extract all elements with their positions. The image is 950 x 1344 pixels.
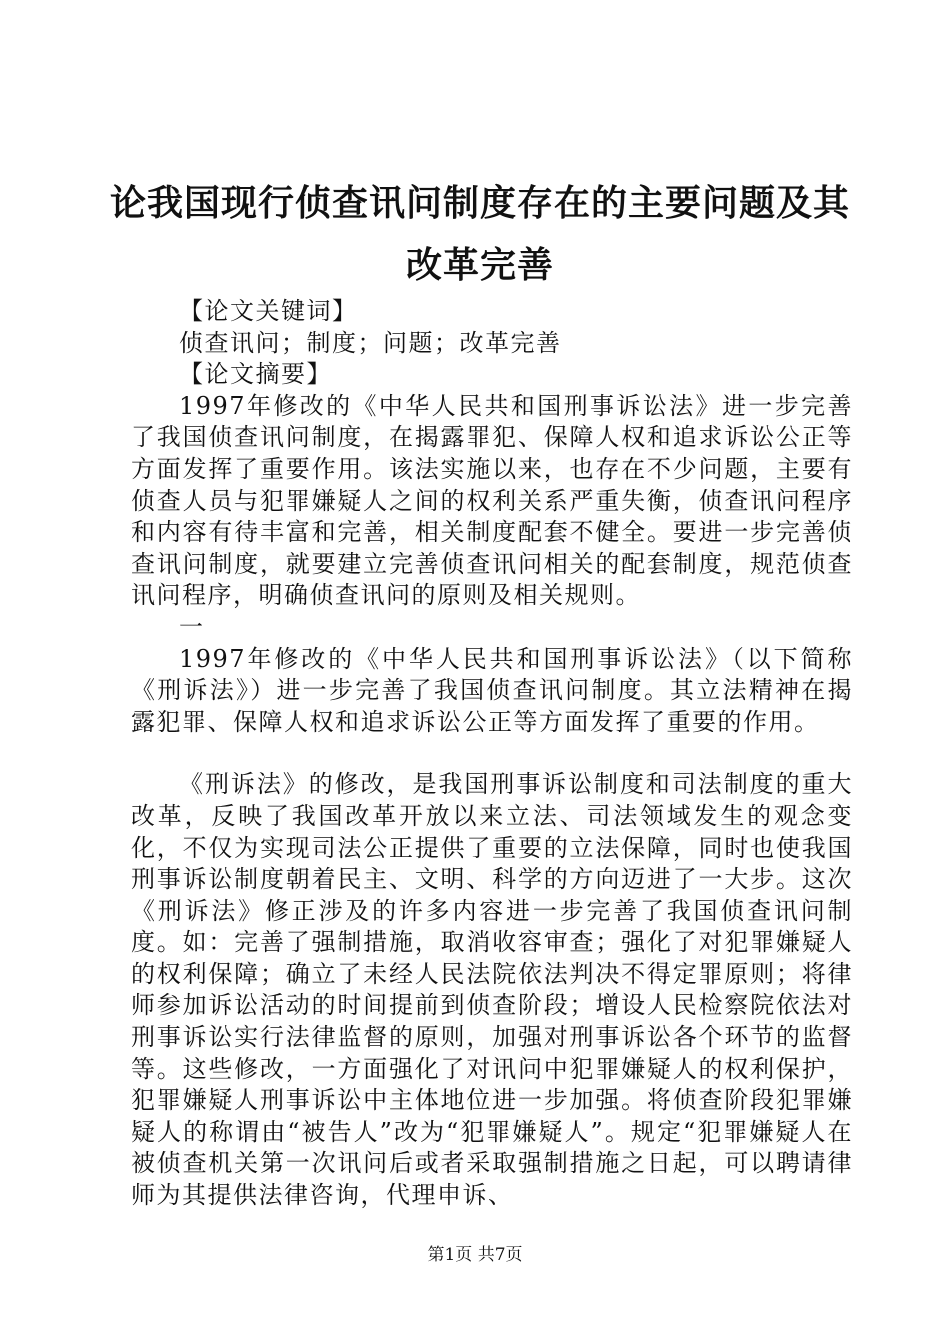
body-paragraph-2: 《刑诉法》的修改，是我国刑事诉讼制度和司法制度的重大改革，反映了我国改革开放以来立法、司法领域发生的观念变化，不仅为实现司法公正提供了重要的立法保障，同时也使我国刑事诉讼制度朝着民主、文明、科学的方向迈进了一大步。这次《刑诉法》修正涉及的许多内容进一步完善了我国侦查讯问制度。如：完善了强制措施，取消收容审查；强化了对犯罪嫌疑人的权利保障；确立了未经人民法院依法判决不得定罪原则；将律师参加诉讼活动的时间提前到侦查阶段；增设人民检察院依法对刑事诉讼实行法律监督的原则，加强对刑事诉讼各个环节的监督等。这些修改，一方面强化了对讯问中犯罪嫌疑人的权利保护，犯罪嫌疑人刑事诉讼中主体地位进一步加强。将侦查阶段犯罪嫌疑人的称谓由“被告人”改为“犯罪嫌疑人”。规定“犯罪嫌疑人在被侦查机关第一次讯问后或者采取强制措施之日起，可以聘请律师为其提供法律咨询，代理申诉、	[131, 770, 853, 1210]
page-footer: 第1页 共7页	[427, 1245, 523, 1265]
keywords-text: 侦查讯问；制度；问题；改革完善	[179, 328, 562, 357]
abstract-heading: 【论文摘要】	[179, 360, 332, 389]
body-paragraph-1: 1997年修改的《中华人民共和国刑事诉讼法》（以下简称《刑诉法》）进一步完善了我国侦查讯问制度。其立法精神在揭露犯罪、保障人权和追求诉讼公正等方面发挥了重要的作用。	[131, 644, 853, 736]
abstract-text: 1997年修改的《中华人民共和国刑事诉讼法》进一步完善了我国侦查讯问制度，在揭露罪犯、保障人权和追求诉讼公正等方面发挥了重要作用。该法实施以来，也存在不少问题，主要有侦查人员与犯罪嫌疑人之间的权利关系严重失衡，侦查讯问程序和内容有待丰富和完善，相关制度配套不健全。要进一步完善侦查讯问制度，就要建立完善侦查讯问相关的配套制度，规范侦查讯问程序，明确侦查讯问的原则及相关规则。	[131, 391, 853, 610]
keywords-heading: 【论文关键词】	[179, 297, 358, 325]
section-number: 一	[179, 612, 205, 641]
document-body	[131, 296, 853, 1212]
document-title: 论我国现行侦查讯问制度存在的主要问题及其改革完善	[109, 182, 850, 286]
